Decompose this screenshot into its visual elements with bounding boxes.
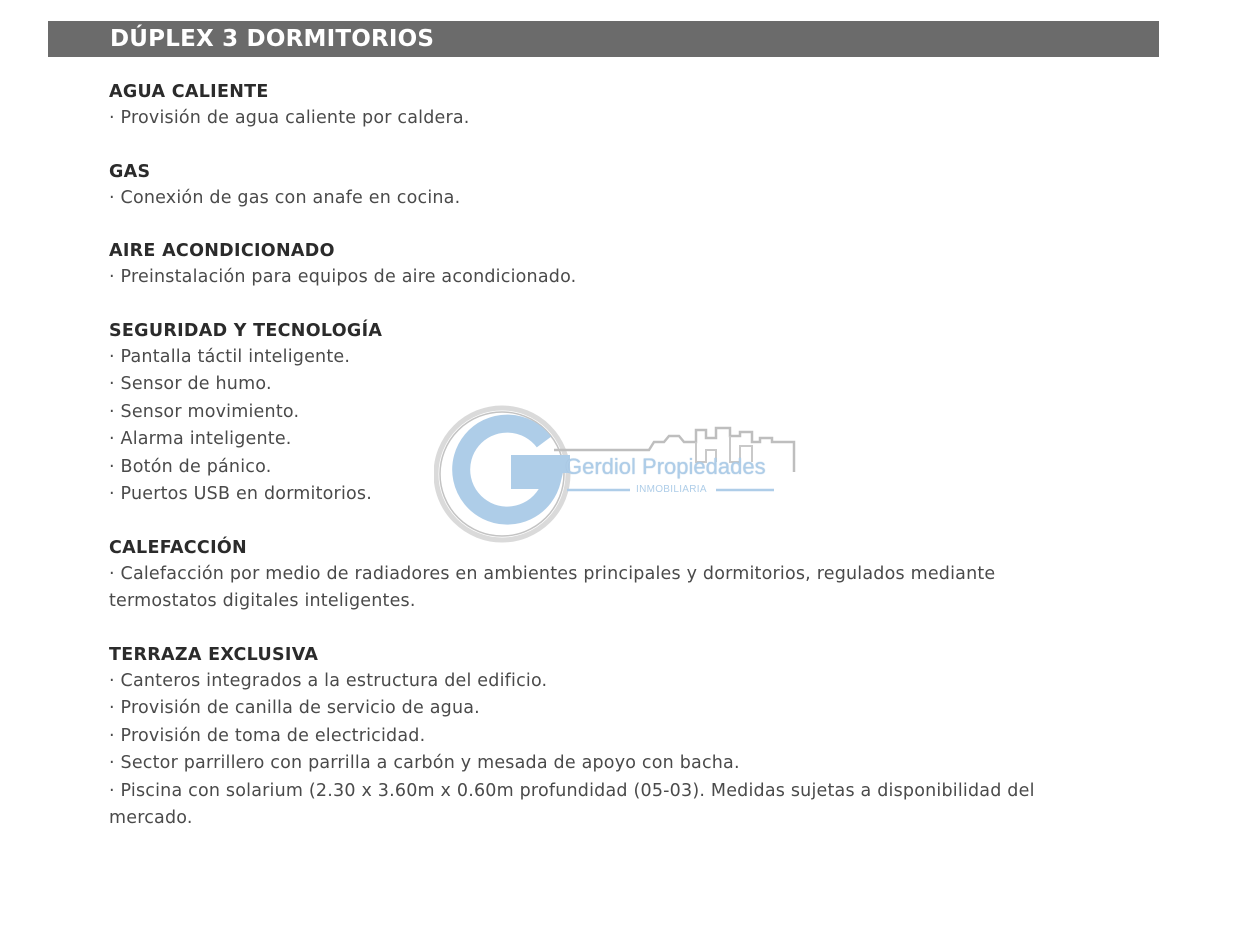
section-title: AGUA CALIENTE: [109, 82, 269, 102]
list-item: · Botón de pánico.: [109, 456, 272, 477]
section-title: SEGURIDAD Y TECNOLOGÍA: [109, 320, 383, 341]
section-title: GAS: [109, 161, 151, 182]
list-item: · Provisión de toma de electricidad.: [109, 725, 426, 746]
section-title: TERRAZA EXCLUSIVA: [109, 644, 319, 665]
page-title: DÚPLEX 3 DORMITORIOS: [110, 26, 435, 52]
header-bar: [48, 21, 1159, 57]
section-agua-caliente: [109, 80, 1099, 133]
list-item: · Sensor de humo.: [109, 374, 272, 394]
list-item: · Sector parrillero con parrilla a carbón y mesada de apoyo con bacha.: [109, 753, 740, 773]
list-item: · Piscina con solarium (2.30 x 3.60m x 0.60m profundidad (05-03). Medidas sujetas a disponibilidad del mercado.: [109, 780, 1035, 828]
list-item: · Sensor movimiento.: [109, 401, 300, 422]
list-item: · Puertos USB en dormitorios.: [109, 484, 373, 504]
section-title: CALEFACCIÓN: [109, 537, 248, 558]
features-list: [109, 80, 1099, 860]
watermark-name: Gerdiol Propiedades: [565, 454, 766, 479]
list-item: · Calefacción por medio de radiadores en ambientes principales y dormitorios, regulados mediante termostatos digitales inteligentes.: [109, 563, 996, 611]
list-item: · Canteros integrados a la estructura del edificio.: [109, 670, 548, 691]
list-item: · Provisión de canilla de servicio de agua.: [109, 698, 480, 718]
section-seguridad-tecnologia: [109, 319, 1099, 509]
list-item: · Conexión de gas con anafe en cocina.: [109, 187, 461, 208]
section-calefaccion: [109, 536, 1099, 616]
list-item: · Preinstalación para equipos de aire acondicionado.: [109, 267, 577, 287]
watermark-tagline: INMOBILIARIA: [636, 484, 707, 495]
section-title: AIRE ACONDICIONADO: [109, 241, 335, 261]
section-gas: [109, 160, 1099, 213]
section-aire-acondicionado: [109, 239, 1099, 292]
section-terraza-exclusiva: [109, 643, 1099, 833]
list-item: · Pantalla táctil inteligente.: [109, 346, 351, 367]
list-item: · Provisión de agua caliente por caldera.: [109, 108, 470, 128]
list-item: · Alarma inteligente.: [109, 429, 292, 449]
